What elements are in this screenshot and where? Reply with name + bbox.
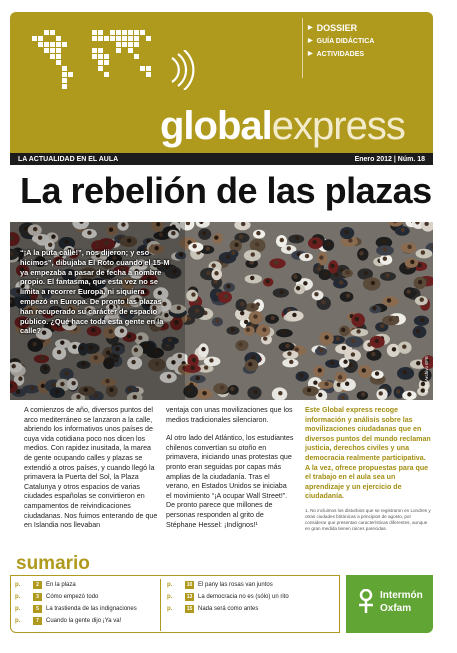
nav-divider [302, 18, 303, 78]
intro-text: Este Global express recoge información y análisis sobre las movilizaciones ciudadanas que en diversos puntos del mundo reclaman justicia, derechos civiles y una democracia realmente participativa. A la vez, ofrece propuestas para que el trabajo en el aula sea un aprendizaje y un ejercicio de ciudadanía. [305, 406, 431, 501]
toc-item[interactable]: p. 15 Nada será como antes [167, 606, 259, 612]
paragraph: ventaja con unas movilizaciones que los medios tradicionales silenciaron. [166, 406, 293, 424]
nav-item-guia[interactable]: ▶ GUÍA DIDÁCTICA [308, 35, 374, 48]
paragraph: Al otro lado del Atlántico, los estudiantes chilenos convertían su otoño en primavera, iniciando unas protestas que pronto eran seguidas por capas más amplias de la ciudadanía. Tras el verano, en Estados Unidos se iniciaba el movimiento “¡A ocupar Wall Street!”. De pronto parece que millones de personas responden al grito de Stéphane Hessel: ¡Indígnos!¹ [166, 434, 294, 529]
article-column-1: A comienzos de año, diversos puntos del arco mediterráneo se lanzaron a la calle, abriendo los informativos unos países de cuya vida cotidiana poco nos dicen los medios. Con rapidez inusitada, la marea de gente ocupando calles y plazas se extendió a otros países, y cuando llegó la primavera la Puerta del Sol, la Plaza Catalunya y otros espacios de varias ciudades españolas se convirtieron en campamentos de reivindicaciones ciudadanas. Nos fuimos enterando de que en Islandia nos llevaban [24, 406, 158, 530]
photo-credit: Foto: Archivo EFE [424, 355, 429, 392]
issue-bar [10, 153, 433, 165]
toc-item[interactable]: p. 7 Cuando la gente dijo ¡Ya va! [15, 618, 122, 624]
oxfam-figure-icon [356, 589, 376, 615]
article-column-3 [305, 406, 431, 532]
toc-item[interactable]: p. 13 La democracia no es (sólo) un rito [167, 594, 289, 600]
footnote: 1. No incluimos los disturbios que se registraron en Londres y otras ciudades británicas a principios de agosto, por considerar que presentan características diferentes, aunque en gran medida tienen raíces parecidas. [305, 507, 431, 531]
tagline: LA ACTUALIDAD EN EL AULA [18, 155, 119, 163]
article-column-2 [166, 406, 294, 530]
page-title: La rebelión de las plazas [20, 170, 432, 211]
crowd-photo [10, 222, 433, 400]
toc-item[interactable]: p. 3 Cómo empezó todo [15, 594, 99, 600]
oxfam-name-line2: Oxfam [380, 603, 412, 614]
toc-item[interactable]: p. 5 La trastienda de las indignaciones [15, 606, 137, 612]
toc-column-left [11, 579, 161, 631]
section-nav [308, 22, 374, 61]
oxfam-name-line1: Intermón [380, 590, 423, 601]
triangle-right-icon: ▶ [308, 38, 313, 44]
nav-item-actividades[interactable]: ▶ ACTIVIDADES [308, 48, 374, 61]
world-map-icon [26, 26, 176, 98]
sumario-heading: sumario [16, 553, 90, 574]
brand-logo: globalexpress [160, 104, 405, 148]
toc-item[interactable]: p. 2 En la plaza [15, 582, 76, 588]
issue-number: Enero 2012 | Núm. 18 [354, 155, 425, 163]
photo-caption: “¡A la puta calle!”, nos dijeron; y eso hicimos”, dibujaba El Roto cuando el 15-M ya empezaba a pasar de fecha a nombre propio. El fantasma, que esta vez no se limita a recorrer Europa, ni siquiera empezó en Europa. De pronto las plazas han recuperado su carácter de espacio público. ¿Qué hace toda esta gente en la calle? [20, 248, 170, 336]
masthead [10, 12, 433, 155]
table-of-contents [10, 575, 340, 633]
triangle-right-icon: ▶ [308, 25, 313, 31]
intermon-oxfam-logo[interactable] [346, 575, 433, 633]
signal-waves-icon [168, 50, 196, 90]
toc-column-right [163, 579, 339, 615]
nav-item-dossier[interactable]: ▶ DOSSIER [308, 23, 358, 33]
toc-item[interactable]: p. 10 El pany las rosas van juntos [167, 582, 273, 588]
triangle-right-icon: ▶ [308, 51, 313, 57]
